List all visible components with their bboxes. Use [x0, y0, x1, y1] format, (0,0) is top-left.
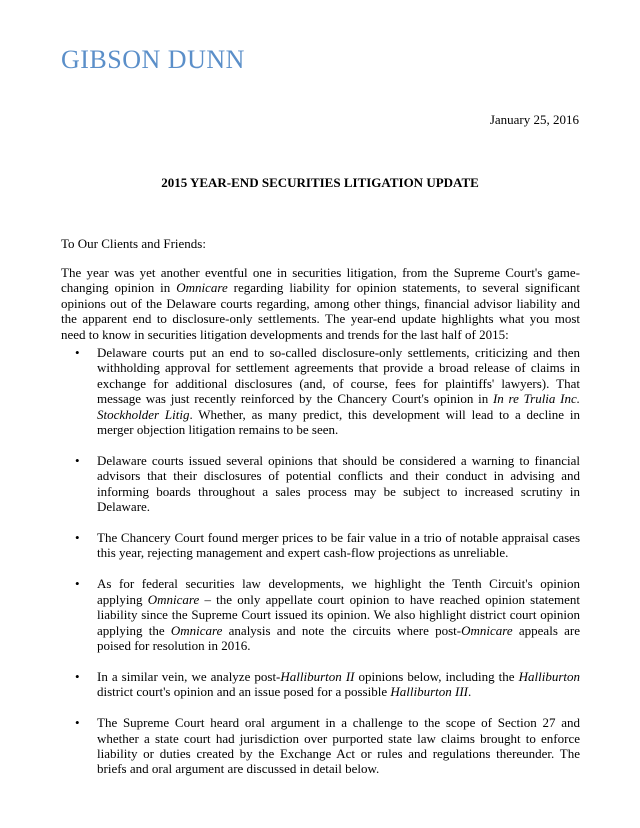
text-run: district court's opinion and an issue posed for a possible	[97, 684, 391, 700]
text-run: . Whether, as many predict, this development will lead to a decline in merger objection litigation remains to be seen.	[97, 406, 580, 438]
bullet-item	[61, 345, 580, 437]
text-run: The year was yet another eventful one in securities litigation, from the Supreme Court's game-changing opinion in	[61, 265, 580, 296]
bullet-item	[61, 669, 580, 700]
text-run: In a similar vein, we analyze post-	[97, 668, 281, 684]
firm-logo: GIBSON DUNN	[61, 45, 245, 74]
bullet-list	[61, 345, 580, 792]
case-name: Halliburton	[518, 668, 580, 684]
bullet-item	[61, 453, 580, 515]
bullet-icon: •	[75, 668, 80, 684]
text-run: appeals are poised for resolution in 2016.	[97, 622, 580, 653]
bullet-icon: •	[75, 530, 80, 546]
text-run: Delaware courts put an end to so-called disclosure-only settlements, criticizing and then withholding approval for settlement agreements that provide a broad release of claims in exchange for additional disclosures (and, of course, fees for plaintiffs' lawyers). That message was just recently reinforced by the Chancery Court's opinion in	[97, 345, 580, 407]
bullet-icon: •	[75, 715, 80, 731]
case-name: Omnicare	[147, 591, 200, 607]
text-run: opinions below, including the	[354, 668, 519, 684]
case-name: Halliburton III	[390, 684, 468, 700]
letter-date: January 25, 2016	[489, 112, 579, 127]
bullet-item	[61, 576, 580, 653]
bullet-icon: •	[75, 345, 80, 360]
text-run: – the only appellate court opinion to have reached opinion statement liability since the Supreme Court issued its opinion. We also highlight district court opinion applying the	[97, 591, 580, 638]
bullet-icon: •	[75, 576, 80, 592]
case-name: Omnicare	[170, 622, 223, 638]
case-name: In re Trulia Inc. Stockholder Litig	[97, 391, 580, 422]
text-run: Delaware courts issued several opinions that should be considered a warning to financial advisors that their disclosures of potential conflicts and their conduct in advising and informing boards throughout a sales process may be subject to increased scrutiny in Delaware.	[97, 452, 580, 515]
document-title: 2015 YEAR-END SECURITIES LITIGATION UPDATE	[161, 175, 479, 190]
text-run: analysis and note the circuits where post-	[222, 622, 462, 638]
text-run: regarding liability for opinion statements, to several significant opinions out of the Delaware courts regarding, among other things, financial advisor liability and the apparent end to disclosure-only settlements. The year-end update highlights what you most need to know in securities litigation developments and trends for the last half of 2015:	[61, 280, 580, 342]
case-name: Halliburton II	[280, 668, 355, 684]
salutation: To Our Clients and Friends:	[61, 236, 206, 251]
text-run: As for federal securities law developments, we highlight the Tenth Circuit's opinion applying	[97, 576, 580, 607]
case-name: Omnicare	[461, 622, 513, 638]
intro-paragraph	[61, 265, 580, 342]
bullet-item	[61, 715, 580, 777]
text-run: The Chancery Court found merger prices to be fair value in a trio of notable appraisal cases this year, rejecting management and expert cash-flow projections as unreliable.	[97, 530, 580, 561]
case-name: Omnicare	[176, 280, 228, 296]
bullet-item	[61, 530, 580, 561]
text-run: .	[468, 684, 472, 700]
text-run: The Supreme Court heard oral argument in a challenge to the scope of Section 27 and whether a state court had jurisdiction over purported state law claims brought to enforce liability or duties created by the Exchange Act or rules and regulations thereunder. The briefs and oral argument are discussed in detail below.	[97, 715, 580, 777]
bullet-icon: •	[75, 452, 80, 468]
